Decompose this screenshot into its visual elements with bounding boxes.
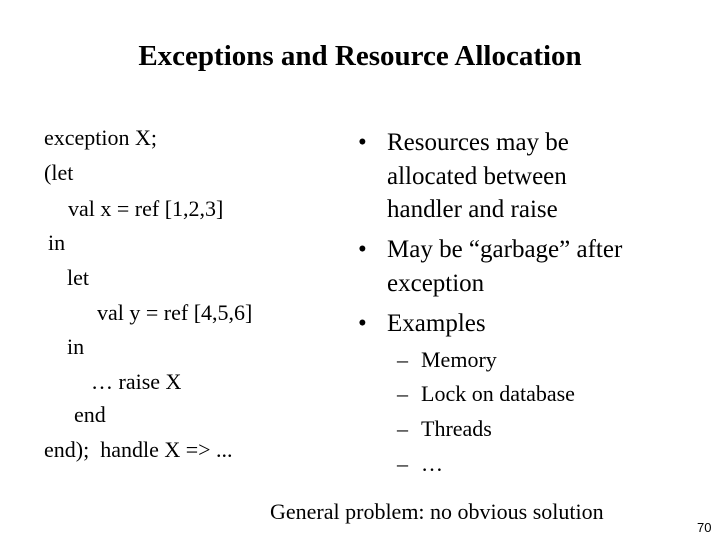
bullet-marker: • (358, 236, 367, 263)
sub-bullet-marker: – (397, 347, 408, 372)
sub-bullet-marker: – (397, 451, 408, 476)
bullet-line: handler and raise (387, 196, 558, 223)
code-line: … raise X (91, 369, 182, 394)
sub-bullet-text: Memory (421, 347, 497, 372)
bullet-text (387, 307, 677, 341)
sub-bullet-marker: – (397, 381, 408, 406)
sub-bullet-text: Lock on database (421, 381, 575, 406)
sub-bullet-text: Threads (421, 416, 492, 441)
bullet-line: May be “garbage” after (387, 236, 623, 263)
bullet-line: Examples (387, 310, 486, 337)
bullet-line: allocated between (387, 162, 567, 190)
code-line: in (48, 230, 66, 255)
bullet-text (387, 126, 677, 227)
page-number: 70 (697, 520, 712, 535)
bullet-text (387, 233, 677, 300)
code-line: end); handle X => ... (44, 437, 233, 462)
slide-title: Exceptions and Resource Allocation (138, 40, 582, 72)
code-line: val y = ref [4,5,6] (97, 300, 253, 325)
code-line: (let (44, 160, 74, 185)
sub-bullet-marker: – (397, 416, 408, 441)
code-line: val x = ref [1,2,3] (68, 196, 224, 221)
code-line: exception X; (44, 125, 158, 150)
bullet-marker: • (358, 310, 367, 337)
code-line: end (74, 402, 106, 427)
bullet-marker: • (358, 129, 367, 156)
code-line: let (67, 265, 89, 290)
code-line: in (67, 334, 85, 359)
bullet-line: Resources may be (387, 129, 569, 156)
sub-bullet-text: … (421, 451, 443, 476)
bullet-line: exception (387, 269, 485, 297)
footer-note: General problem: no obvious solution (270, 499, 604, 524)
